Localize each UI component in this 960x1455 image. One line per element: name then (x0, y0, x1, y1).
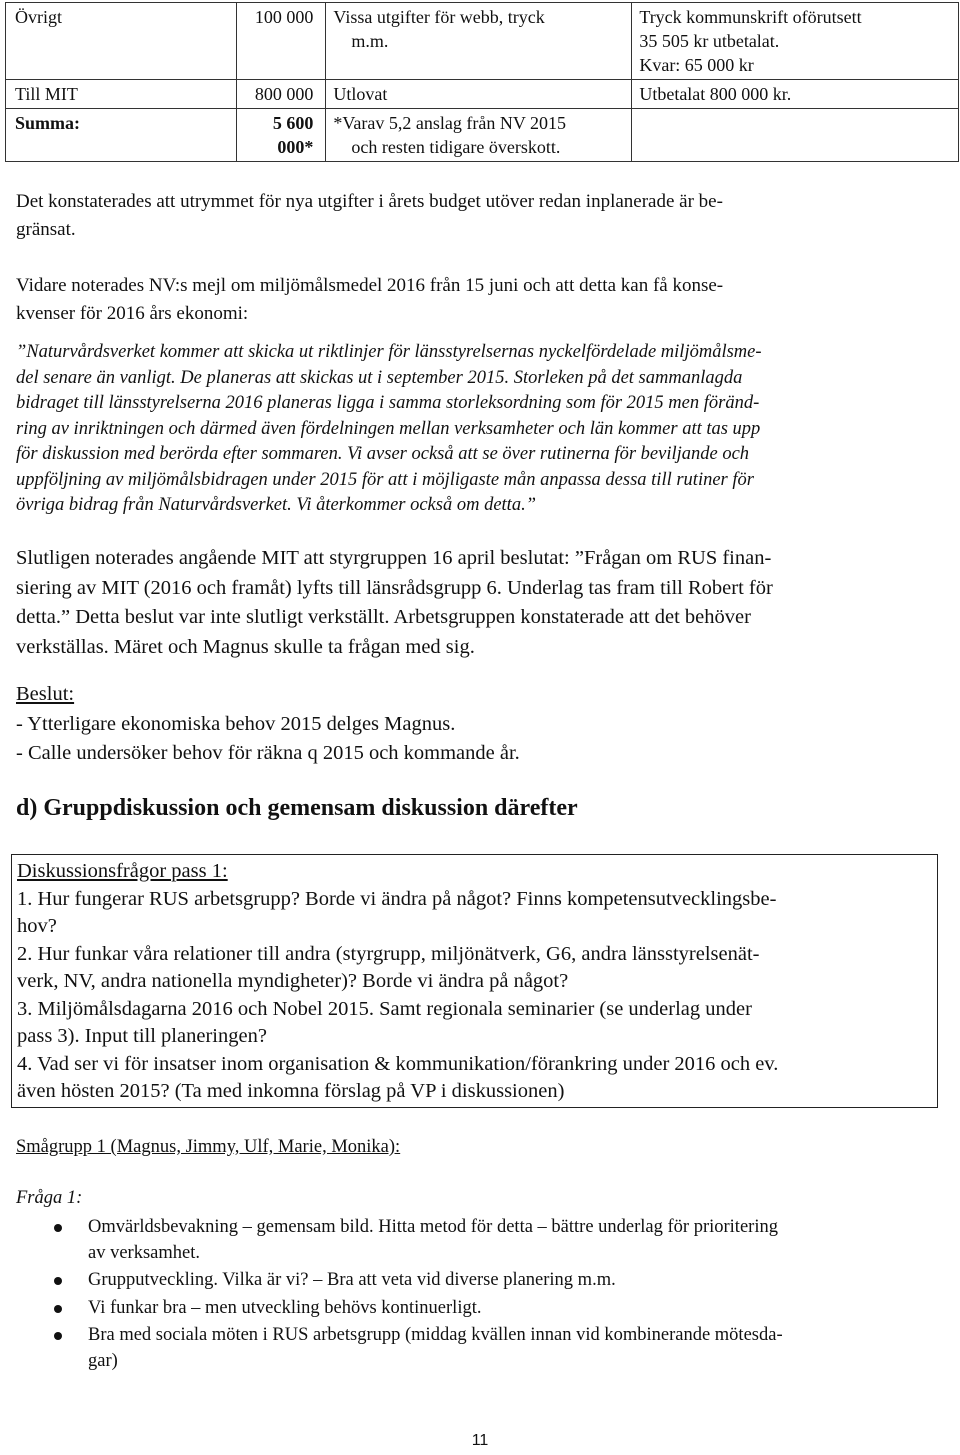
table-row (6, 109, 959, 162)
text-line: uppföljning av miljömålsbidragen under 2015 för att i möjligaste mån anpassa dessa till rutiner för (16, 469, 754, 490)
text-line: ring av inriktningen och därmed även fördelningen mellan verksamheter och län kommer att tas upp (16, 418, 761, 439)
row-status (632, 80, 959, 109)
bullet-icon (54, 1277, 62, 1285)
text-line: ”Naturvårdsverket kommer att skicka ut riktlinjer för länsstyrelsernas nyckelfördelade miljömålsme- (16, 342, 762, 362)
budget-table (5, 2, 959, 162)
row-label: Summa: (6, 109, 237, 162)
question-line: 2. Hur funkar våra relationer till andra (styrgrupp, miljönätverk, G6, andra länsstyrelsenät- (17, 942, 760, 965)
row-status (632, 3, 959, 80)
status-line: Utbetalat 800 000 kr. (639, 84, 792, 104)
status-line: 35 505 kr utbetalat. (639, 31, 780, 51)
row-status (632, 109, 959, 162)
text-line: Slutligen noterades angående MIT att styrgruppen 16 april beslutat: ”Frågan om RUS finan- (16, 547, 772, 569)
text-line: övriga bidrag från Naturvårdsverket. Vi återkommer också om detta.” (16, 495, 536, 515)
question-line: verk, NV, andra nationella myndigheter)? Borde vi ändra på något? (17, 970, 569, 992)
row-label: Övrigt (6, 3, 237, 80)
question-label: Fråga 1: (16, 1188, 83, 1208)
text-line: för diskussion med berörda efter sommaren. Vi avser också att se över rutinerna för beviljande och (16, 444, 750, 464)
decision-item: - Ytterligare ekonomiska behov 2015 delges Magnus. (16, 712, 456, 735)
section-heading: d) Gruppdiskussion och gemensam diskussion därefter (16, 795, 578, 821)
decision-block (16, 680, 936, 769)
text-line: gränsat. (16, 219, 76, 240)
questions-box (11, 854, 938, 1108)
status-line: Kvar: 65 000 kr (639, 55, 754, 75)
row-note (326, 109, 632, 162)
text-line: Vidare noterades NV:s mejl om miljömålsmedel 2016 från 15 juni och att detta kan få konse- (16, 275, 724, 296)
bullet-icon (54, 1224, 62, 1232)
row-amount: 100 000 (237, 3, 326, 80)
question-line: 3. Miljömålsdagarna 2016 och Nobel 2015. Samt regionala seminarier (se underlag under (17, 997, 752, 1020)
nv-paragraph (16, 272, 936, 328)
text-line: kvenser för 2016 års ekonomi: (16, 303, 249, 324)
budget-paragraph (16, 188, 936, 244)
note-line: *Varav 5,2 anslag från NV 2015 (333, 113, 567, 133)
table-row (6, 3, 959, 80)
question-line: 4. Vad ser vi för insatser inom organisation & kommunikation/förankring under 2016 och ev. (17, 1052, 779, 1075)
note-line: Utlovat (333, 84, 388, 104)
question-line: även hösten 2015? (Ta med inkomna förslag på VP i diskussionen) (17, 1080, 565, 1102)
row-label: Till MIT (6, 80, 237, 109)
question-line: hov? (17, 915, 57, 937)
group1-title: Smågrupp 1 (Magnus, Jimmy, Ulf, Marie, Monika): (16, 1137, 401, 1157)
status-line: Tryck kommunskrift oförutsett (639, 7, 862, 27)
decision-item: - Calle undersöker behov för räkna q 2015 och kommande år. (16, 742, 520, 764)
list-item: Bra med sociala möten i RUS arbetsgrupp (middag kvällen innan vid kombinerande mötesda- gar) (50, 1323, 930, 1374)
text-line: Det konstaterades att utrymmet för nya utgifter i årets budget utöver redan inplanerade är be- (16, 191, 723, 212)
text-line: del senare än vanligt. De planeras att skickas ut i september 2015. Storleken på det sammanlagda (16, 367, 743, 388)
text-line: detta.” Detta beslut var inte slutligt verkställt. Arbetsgruppen konstaterade att det behöver (16, 606, 751, 628)
list-item: Vi funkar bra – men utveckling behövs kontinuerligt. (50, 1296, 930, 1322)
row-note (326, 80, 632, 109)
list-item: Grupputveckling. Vilka är vi? – Bra att veta vid diverse planering m.m. (50, 1268, 930, 1294)
page-number: 11 (471, 1432, 489, 1449)
question-line: pass 3). Input till planeringen? (17, 1025, 267, 1047)
note-line: Vissa utgifter för webb, tryck (333, 7, 545, 27)
row-note (326, 3, 632, 80)
decision-title: Beslut: (16, 683, 75, 705)
nv-quote (16, 340, 936, 519)
text-line: siering av MIT (2016 och framåt) lyfts till länsrådsgrupp 6. Underlag tas fram till Robert för (16, 576, 773, 599)
bullet-icon (54, 1332, 62, 1340)
row-amount: 5 600 000* (237, 109, 326, 162)
mit-paragraph (16, 544, 936, 662)
group1-bullets (50, 1215, 930, 1376)
question-line: 1. Hur fungerar RUS arbetsgrupp? Borde vi ändra på något? Finns kompetensutvecklingsbe- (17, 887, 777, 910)
text-line: verkställas. Märet och Magnus skulle ta frågan med sig. (16, 635, 475, 658)
list-item: Omvärldsbevakning – gemensam bild. Hitta metod för detta – bättre underlag för prioritering av verksamhet. (50, 1215, 930, 1266)
text-line: bidraget till länsstyrelserna 2016 planeras ligga i samma storleksordning som för 2015 men föränd- (16, 393, 760, 413)
table-row (6, 80, 959, 109)
bullet-icon (54, 1305, 62, 1313)
row-amount: 800 000 (237, 80, 326, 109)
questions-title: Diskussionsfrågor pass 1: (17, 860, 228, 882)
note-line: m.m. (351, 31, 389, 51)
note-line: och resten tidigare överskott. (351, 137, 561, 157)
